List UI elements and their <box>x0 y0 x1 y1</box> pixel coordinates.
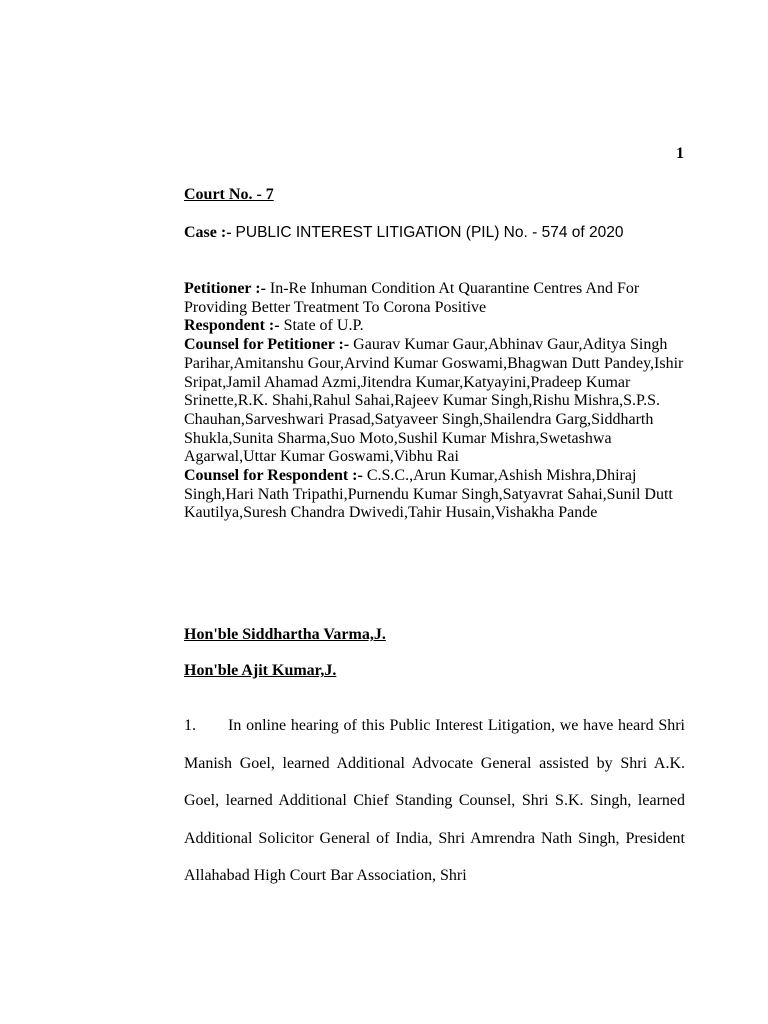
paragraph-text: In online hearing of this Public Interest Litigation, we have heard Shri Manish Goel, learned Additional Advocate General assisted by Shri A.K. Goel, learned Additional Chief Standing Counsel, Shri S.K. Singh, learned Additional Solicitor General of India, Shri Amrendra Nath Singh, President Allahabad High Court Bar Association, Shri <box>184 717 685 885</box>
petitioner-line <box>184 280 684 317</box>
court-number: Court No. - 7 <box>184 186 274 203</box>
judge-name-2: Hon'ble Ajit Kumar,J. <box>184 662 337 679</box>
counsel-respondent-line <box>184 467 684 523</box>
counsel-petitioner-value: Gaurav Kumar Gaur,Abhinav Gaur,Aditya Singh Parihar,Amitanshu Gour,Arvind Kumar Goswami,Bhagwan Dutt Pandey,Ishir Sripat,Jamil Ahamad Azmi,Jitendra Kumar,Katyayini,Pradeep Kumar Srinette,R.K. Shahi,Rahul Sahai,Rajeev Kumar Singh,Rishu Mishra,S.P.S. Chauhan,Sarveshwari Prasad,Satyaveer Singh,Shailendra Garg,Siddharth Shukla,Sunita Sharma,Suo Moto,Sushil Kumar Mishra,Swetashwa Agarwal,Uttar Kumar Goswami,Vibhu Rai <box>184 336 684 466</box>
paragraph-number: 1. <box>184 717 196 734</box>
case-line <box>184 224 684 243</box>
petitioner-label: Petitioner :- <box>184 280 266 297</box>
respondent-label: Respondent :- <box>184 317 280 335</box>
counsel-petitioner-label: Counsel for Petitioner :- <box>184 336 350 354</box>
counsel-petitioner-line <box>184 336 684 467</box>
counsel-respondent-value: C.S.C.,Arun Kumar,Ashish Mishra,Dhiraj Singh,Hari Nath Tripathi,Purnendu Kumar Singh,Satyavrat Sahai,Sunil Dutt Kautilya,Suresh Chandra Dwivedi,Tahir Husain,Vishakha Pande <box>184 467 673 522</box>
case-label: Case :- <box>184 224 232 241</box>
counsel-respondent-label: Counsel for Respondent :- <box>184 467 363 485</box>
paragraph-1 <box>184 707 685 895</box>
respondent-line <box>184 317 684 336</box>
page-number: 1 <box>676 145 684 162</box>
parties-block <box>184 280 684 523</box>
petitioner-value: In-Re Inhuman Condition At Quarantine Centres And For Providing Better Treatment To Corona Positive <box>184 280 640 316</box>
case-value: PUBLIC INTEREST LITIGATION (PIL) No. - 574 of 2020 <box>235 224 624 241</box>
judge-name-1: Hon'ble Siddhartha Varma,J. <box>184 626 386 643</box>
respondent-value: State of U.P. <box>283 317 364 335</box>
